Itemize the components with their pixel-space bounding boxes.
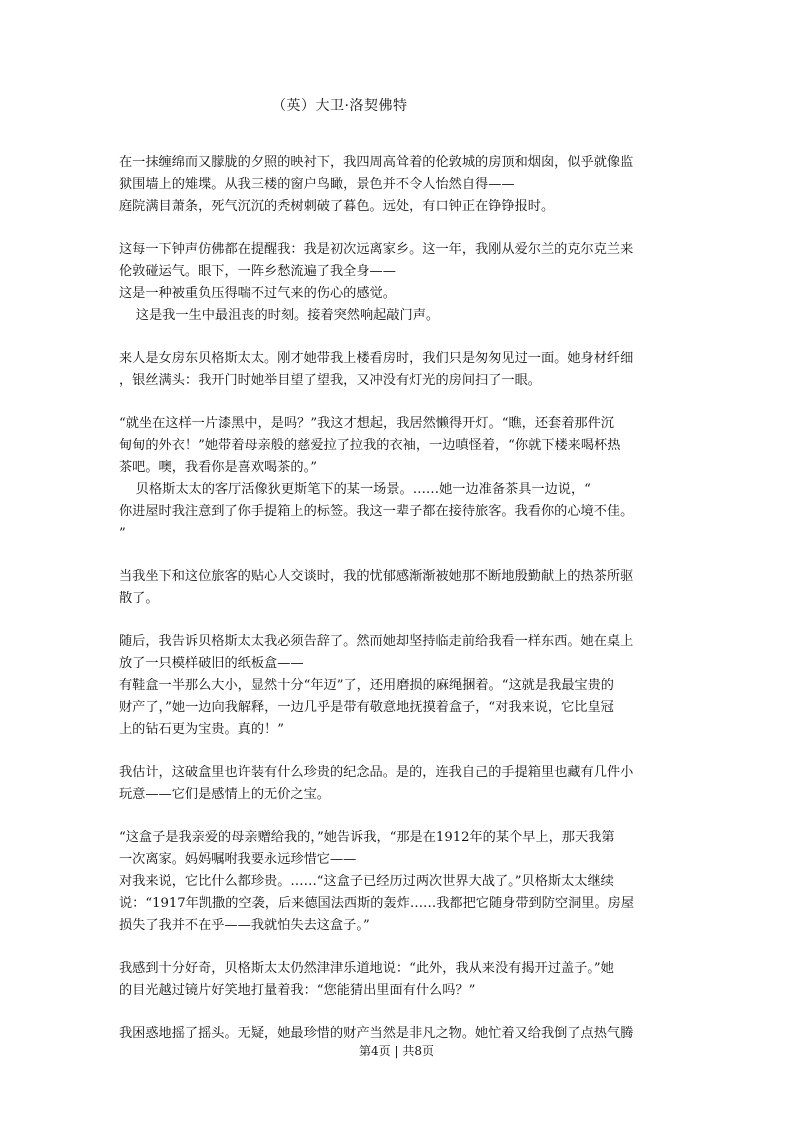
author-line: （英）大卫·洛契佛特: [272, 98, 408, 114]
paragraph: [119, 566, 675, 610]
text-line: 有鞋盒一半那么大小，显然十分“年迈”了，还用磨损的麻绳捆着。“这就是我最宝贵的: [119, 678, 614, 693]
text-line: 这是我一生中最沮丧的时刻。接着突然响起敲门声。: [119, 308, 440, 323]
text-line: “就坐在这样一片漆黑中，是吗？”我这才想起，我居然懒得开灯。“瞧，还套着那件沉: [119, 416, 614, 431]
article-body: [119, 152, 675, 1045]
text-line: “这盒子是我亲爱的母亲赠给我的，”她告诉我，“那是在1912年的某个早上，那天我第: [119, 830, 615, 845]
text-line: 来人是女房东贝格斯太太。刚才她带我上楼看房时，我们只是匆匆见过一面。她身材纤细: [119, 351, 634, 366]
text-line: 伦敦碰运气。眼下，一阵乡愁流遍了我全身——: [119, 264, 396, 279]
text-line: 你进屋时我注意到了你手提箱上的标签。我这一辈子都在接待旅客。我看你的心境不佳。: [119, 504, 634, 519]
paragraph: [119, 348, 675, 392]
text-line: 庭院满目萧条，死气沉沉的秃树刺破了暮色。远处，有口钟正在铮铮报时。: [119, 199, 555, 214]
text-line: 我估计，这破盒里也许装有什么珍贵的纪念品。是的，连我自己的手提箱里也藏有几件小: [119, 765, 634, 780]
text-line: 贝格斯太太的客厅活像狄更斯笔下的某一场景。……她一边准备茶具一边说，“: [119, 482, 591, 497]
paragraph: [119, 827, 675, 937]
text-line: 散了。: [119, 591, 159, 606]
text-line: 我困惑地摇了摇头。无疑，她最珍惜的财产当然是非凡之物。她忙着又给我倒了点热气腾: [119, 1026, 634, 1041]
text-line: 随后，我告诉贝格斯太太我必须告辞了。然而她却坚持临走前给我看一样东西。她在桌上: [119, 634, 634, 649]
text-line: 这每一下钟声仿佛都在提醒我：我是初次远离家乡。这一年，我刚从爱尔兰的克尔克兰来: [119, 242, 634, 257]
paragraph: [119, 239, 675, 327]
text-line: ”: [119, 526, 126, 541]
text-line: 对我来说，它比什么都珍贵。……“这盒子已经历过两次世界大战了。”贝格斯太太继续: [119, 874, 614, 889]
text-line: 这是一种被重负压得喘不过气来的伤心的感觉。: [119, 286, 396, 301]
paragraph: [119, 631, 675, 741]
text-line: 损失了我并不在乎——我就怕失去这盒子。”: [119, 918, 370, 933]
paragraph: [119, 958, 675, 1002]
paragraph: [119, 762, 675, 806]
text-line: ，银丝满头：我开门时她举目望了望我，又冲没有灯光的房间扫了一眼。: [119, 373, 541, 388]
text-line: 一次离家。妈妈嘱咐我要永远珍惜它——: [119, 852, 357, 867]
text-line: 甸甸的外衣！”她带着母亲般的慈爱拉了拉我的衣袖，一边嗔怪着，“你就下楼来喝杯热: [119, 438, 621, 453]
paragraph: [119, 152, 675, 218]
text-line: 茶吧。噢，我看你是喜欢喝茶的。”: [119, 460, 317, 475]
text-line: 放了一只模样破旧的纸板盒——: [119, 656, 304, 671]
paragraph: [119, 413, 675, 545]
text-line: 我感到十分好奇，贝格斯太太仍然津津乐道地说：“此外，我从来没有揭开过盖子。”她: [119, 961, 614, 976]
text-line: 上的钻石更为宝贵。真的！”: [119, 722, 284, 737]
text-line: 当我坐下和这位旅客的贴心人交谈时，我的忧郁感渐渐被她那不断地殷勤献上的热茶所驱: [119, 569, 634, 584]
text-line: 的目光越过镜片好笑地打量着我：“您能猜出里面有什么吗？”: [119, 983, 476, 998]
text-line: 玩意——它们是感情上的无价之宝。: [119, 787, 330, 802]
text-line: 说：“1917年凯撒的空袭，后来德国法西斯的轰炸……我都把它随身带到防空洞里。房屋: [119, 896, 635, 911]
page-number-footer: 第4页 | 共8页: [359, 1044, 434, 1058]
text-line: 财产了，”她一边向我解释，一边几乎是带有敬意地抚摸着盒子，“对我来说，它比皇冠: [119, 700, 614, 715]
text-line: 在一抹缠绵而又朦胧的夕照的映衬下，我四周高耸着的伦敦城的房顶和烟囱，似乎就像监: [119, 155, 634, 170]
text-line: 狱围墙上的雉堞。从我三楼的窗户鸟瞰，景色并不令人怡然自得——: [119, 177, 515, 192]
